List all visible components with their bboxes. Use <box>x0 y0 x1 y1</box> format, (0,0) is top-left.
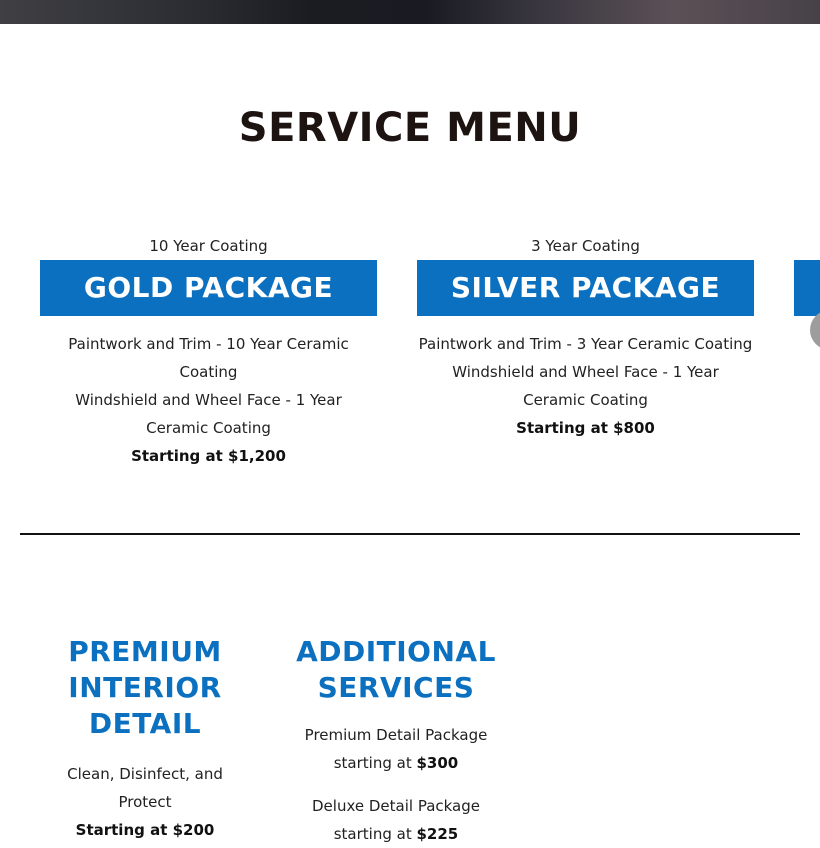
package-feature: Paintwork and Trim - 10 Year Ceramic Coating <box>68 335 349 381</box>
package-feature: Paintwork and Trim - 3 Year Ceramic Coating <box>418 335 753 353</box>
interior-title: PREMIUM INTERIOR DETAIL <box>68 635 222 740</box>
service-name: Premium Detail Package <box>304 726 488 744</box>
package-card-gold <box>40 236 377 470</box>
package-subtitle: 3 Year Coating <box>531 237 640 255</box>
service-price: $225 <box>416 825 459 843</box>
interior-detail-section <box>40 634 250 844</box>
hero-image-strip <box>0 0 820 24</box>
package-feature: Windshield and Wheel Face - 1 Year Ceramic Coating <box>452 363 719 409</box>
section-divider <box>20 533 800 535</box>
additional-title: ADDITIONAL SERVICES <box>296 635 496 704</box>
package-banner: GOLD PACKAGE <box>40 260 377 316</box>
package-price: Starting at $800 <box>516 419 655 437</box>
service-price-prefix: starting at <box>333 825 412 843</box>
service-price-line <box>290 749 502 777</box>
circle-arrow-icon[interactable] <box>810 310 820 350</box>
package-price: Starting at $1,200 <box>131 447 286 465</box>
service-name: Deluxe Detail Package <box>312 797 480 815</box>
service-price: $300 <box>416 754 459 772</box>
package-subtitle: 10 Year Coating <box>149 237 268 255</box>
service-price-line <box>290 820 502 848</box>
interior-price: Starting at $200 <box>75 821 215 839</box>
service-item <box>290 721 502 777</box>
package-card-silver <box>417 236 754 442</box>
additional-services-section <box>290 634 502 848</box>
next-package-banner-peek <box>794 260 820 316</box>
package-feature: Windshield and Wheel Face - 1 Year Ceramic Coating <box>75 391 342 437</box>
service-item <box>290 792 502 848</box>
page-title: SERVICE MENU <box>238 105 582 151</box>
interior-description: Clean, Disinfect, and Protect <box>67 765 223 811</box>
service-price-prefix: starting at <box>333 754 412 772</box>
package-banner: SILVER PACKAGE <box>417 260 754 316</box>
